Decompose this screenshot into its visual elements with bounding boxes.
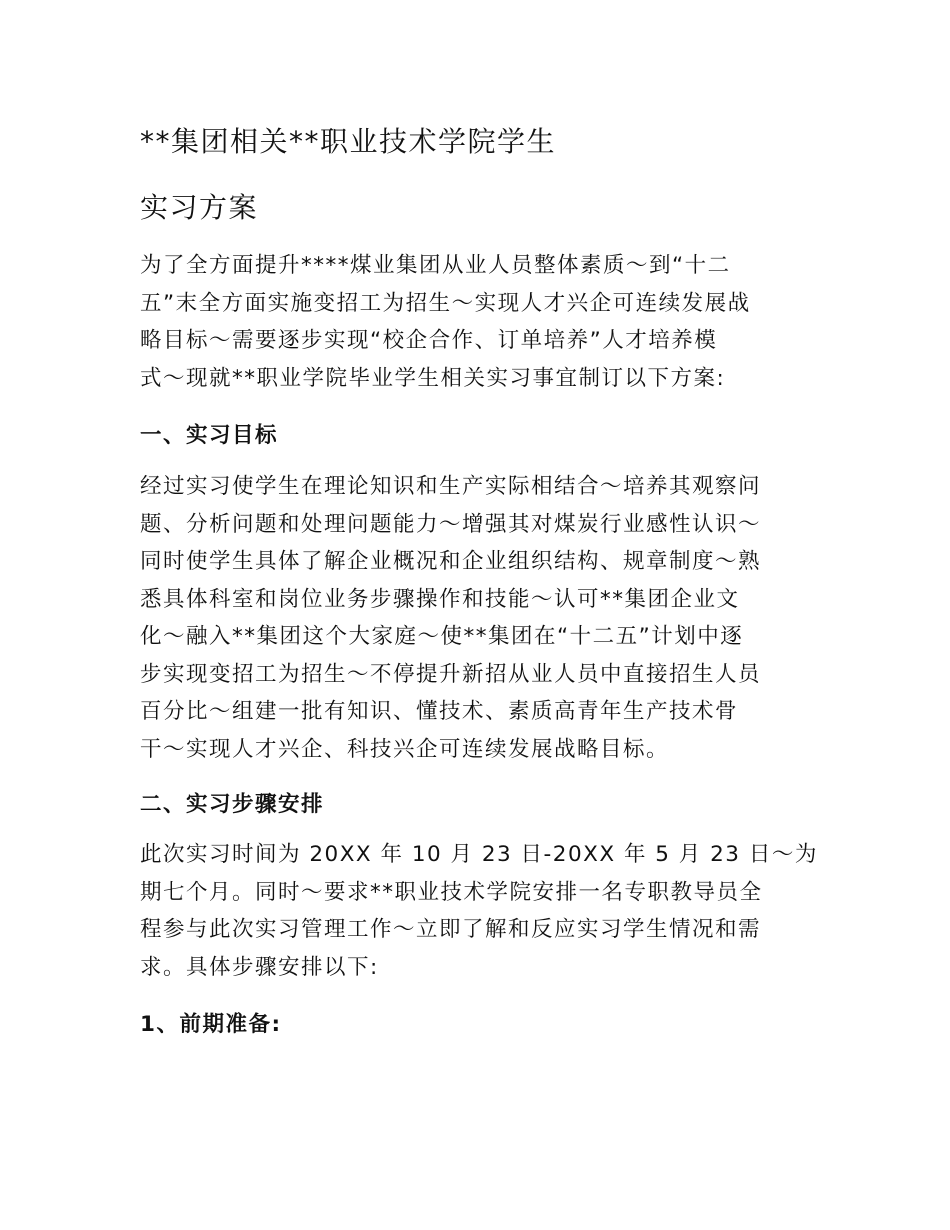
- intro-paragraph: [140, 247, 805, 397]
- intro-line: 为了全方面提升****煤业集团从业人员整体素质～到“十二: [140, 253, 731, 278]
- section1-line: 经过实习使学生在理论知识和生产实际相结合～培养其观察问: [140, 474, 762, 499]
- section2-line: 求。具体步骤安排以下:: [140, 954, 379, 980]
- section2-line: 程参与此次实习管理工作～立即了解和反应实习学生情况和需: [140, 917, 762, 942]
- section1-line: 干～实现人才兴企、科技兴企可连续发展战略目标。: [140, 736, 670, 762]
- section1-line: 悉具体科室和岗位业务步骤操作和技能～认可**集团企业文: [140, 586, 740, 612]
- section2-heading: 二、实习步骤安排: [140, 792, 325, 817]
- intro-line: 略目标～需要逐步实现“校企合作、订单培养”人才培养模: [140, 328, 718, 353]
- section1-paragraph: [140, 468, 805, 768]
- intro-line: 五”末全方面实施变招工为招生～实现人才兴企可连续发展战: [140, 290, 751, 316]
- section1-line: 百分比～组建一批有知识、懂技术、素质高青年生产技术骨: [140, 699, 739, 724]
- section1-heading: 一、实习目标: [140, 423, 279, 448]
- intro-line: 式～现就**职业学院毕业学生相关实习事宜制订以下方案:: [140, 365, 726, 391]
- section1-line: 步实现变招工为招生～不停提升新招从业人员中直接招生人员: [140, 661, 762, 687]
- section1-line: 题、分析问题和处理问题能力～增强其对煤炭行业感性认识～: [140, 511, 762, 537]
- section1-line: 同时使学生具体了解企业概况和企业组织结构、规章制度～熟: [140, 549, 762, 574]
- subsection1-heading: 1、前期准备:: [140, 1012, 282, 1037]
- section1-line: 化～融入**集团这个大家庭～使**集团在“十二五”计划中逐: [140, 624, 744, 649]
- document-title-line2: 实习方案: [140, 191, 259, 224]
- document-title-line1: **集团相关**职业技术学院学生: [140, 125, 557, 158]
- section2-line: 此次实习时间为 20XX 年 10 月 23 日-20XX 年 5 月 23 日～为: [140, 842, 818, 867]
- section2-line: 期七个月。同时～要求**职业技术学院安排一名专职教导员全: [140, 879, 763, 905]
- section2-paragraph: [140, 836, 818, 986]
